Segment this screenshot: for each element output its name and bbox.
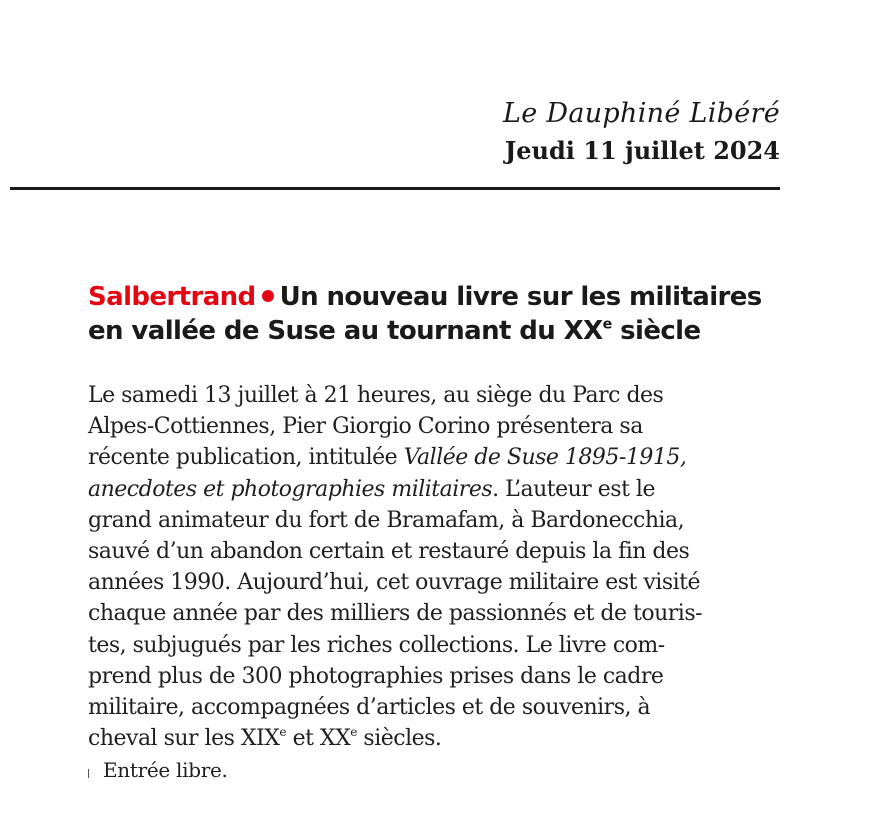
info-marker-icon (88, 769, 89, 778)
headline-line-2 (88, 314, 808, 348)
body-line: tes, subjugués par les riches collections. Le livre com- (88, 632, 665, 658)
superscript: e (279, 725, 287, 740)
body-line: Le samedi 13 juillet à 21 heures, au siège du Parc des (88, 383, 664, 408)
newspaper-name: Le Dauphiné Libéré (503, 98, 780, 129)
body-text-segment: siècles. (356, 726, 442, 752)
article-footnote (88, 757, 228, 783)
article-headline (88, 280, 808, 348)
headline-line-1 (88, 280, 808, 314)
book-title-part-1: Vallée de Suse 1895-1915, (403, 445, 687, 471)
header-divider (10, 187, 780, 190)
body-line: prend plus de 300 photographies prises dans le cadre (88, 663, 664, 689)
masthead (503, 96, 780, 166)
body-text-segment: cheval sur les XIX (88, 726, 280, 752)
body-line (88, 474, 788, 505)
bullet-dot-icon (262, 290, 274, 302)
body-text-segment: récente publication, intitulée (88, 445, 404, 471)
headline-text-2: en vallée de Suse au tournant du XX (88, 316, 603, 346)
article-location: Salbertrand (88, 282, 256, 312)
body-line: années 1990. Aujourd’hui, cet ouvrage militaire est visité (88, 570, 701, 596)
headline-text-3: siècle (611, 316, 701, 346)
body-text-segment: . L’auteur est le (492, 476, 655, 502)
article-body (88, 380, 788, 754)
issue-date: Jeudi 11 juillet 2024 (504, 136, 780, 165)
body-line (88, 442, 788, 473)
body-line: sauvé d’un abandon certain et restauré depuis la fin des (88, 539, 690, 565)
body-line: militaire, accompagnées d’articles et de souvenirs, à (88, 695, 651, 721)
body-line (88, 723, 788, 754)
book-title-part-2: anecdotes et photographies militaires (88, 476, 493, 502)
headline-text-1: Un nouveau livre sur les militaires (279, 282, 762, 312)
body-line: grand animateur du fort de Bramafam, à Bardonecchia, (88, 507, 685, 533)
body-line: chaque année par des milliers de passionnés et de touris- (88, 601, 703, 627)
footnote-text: Entrée libre. (103, 758, 228, 782)
headline-superscript: e (602, 316, 612, 333)
body-text-segment: et XX (286, 726, 351, 752)
body-line: Alpes-Cottiennes, Pier Giorgio Corino présentera sa (88, 414, 643, 440)
superscript: e (350, 725, 357, 740)
